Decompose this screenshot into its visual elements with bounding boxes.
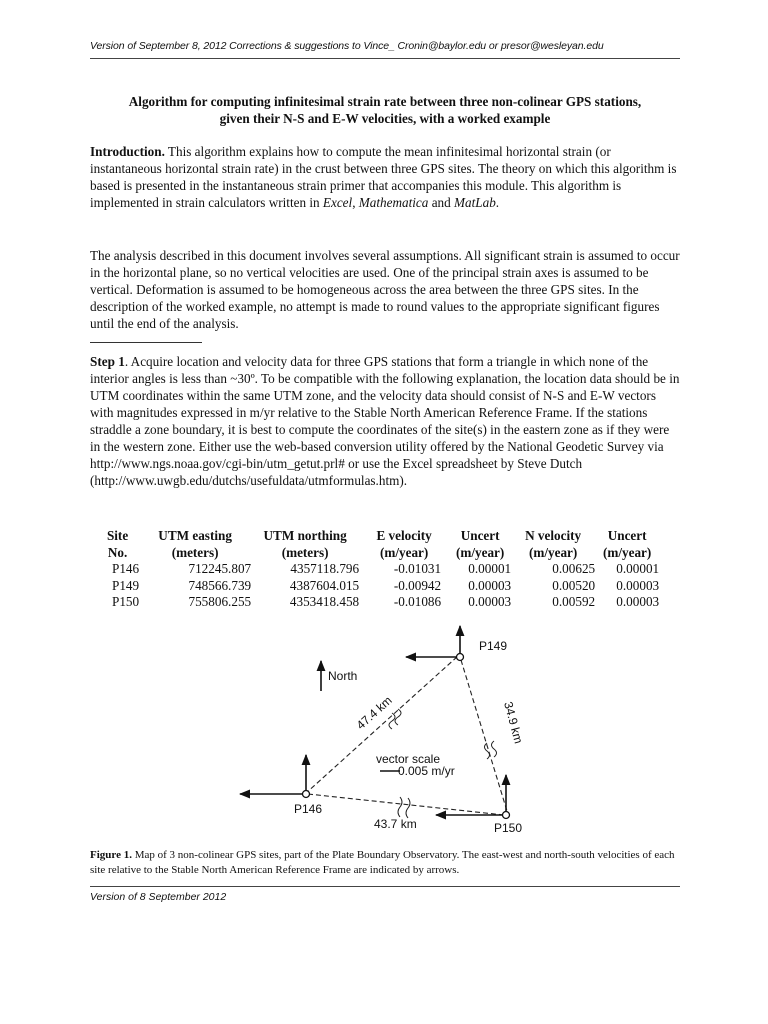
p149-station-marker <box>457 654 464 661</box>
title-line-1: Algorithm for computing infinitesimal strain rate between three non-colinear GPS stations, <box>128 94 642 109</box>
header-line: (meters) <box>281 544 329 560</box>
header-e-velocity <box>359 528 449 561</box>
header-line: (meters) <box>171 544 219 560</box>
intro-separator: , <box>352 195 359 210</box>
header-line: (m/year) <box>528 544 578 560</box>
header-n-velocity <box>511 528 595 561</box>
header-e-uncert <box>449 528 511 561</box>
vector-scale-label: vector scale <box>376 752 441 766</box>
distance-label-p146-p149: 47.4 km <box>353 693 395 733</box>
introduction-paragraph <box>90 143 680 211</box>
table-header-row <box>96 528 659 561</box>
running-header: Version of September 8, 2012 Corrections & suggestions to Vince_ Cronin@baylor.edu or presor@wesleyan.edu <box>90 40 604 52</box>
header-n-uncert <box>595 528 659 561</box>
gps-data-table <box>96 528 659 611</box>
p146-station-marker <box>303 791 310 798</box>
table-cell: -0.01031 <box>393 561 442 576</box>
table-cell: 0.00520 <box>552 577 596 593</box>
header-line: Site <box>106 528 129 543</box>
footnote-separator <box>90 342 202 343</box>
header-utm-northing <box>251 528 359 561</box>
table-cell: 0.00003 <box>468 577 512 593</box>
header-line: Uncert <box>607 528 647 543</box>
matlab-name: MatLab <box>454 195 496 210</box>
table-row <box>96 578 659 595</box>
table-cell: P150 <box>112 594 140 609</box>
excel-name: Excel <box>322 195 353 210</box>
table-cell: 4353418.458 <box>289 594 360 609</box>
edge-p149-p150 <box>461 660 507 811</box>
caption-label: Figure 1. <box>90 849 132 861</box>
header-line: UTM easting <box>158 528 232 543</box>
table-cell: 0.00001 <box>616 561 660 576</box>
step1-text: . Acquire location and velocity data for three GPS stations that form a triangle in which none of the interior angles is less than ~30º. To be compatible with the following explanation, the location data should be in UTM coordinates within the same UTM zone, and the velocity data should consist of N-S and E-W vectors with magnitudes expressed in m/yr relative to the Stable North American Reference Frame. If the stations straddle a zone boundary, it is best to compute the coordinates of the site(s) in the eastern zone as if they were in the western zone. Either use the web-based conversion utility offered by the National Geodetic Survey via http://www.ngs.noaa.gov/cgi-bin/utm_getut.prl# or use the Excel spreadsheet by Steve Dutch (http://www.uwgb.edu/dutchs/usefuldata/utmformulas.htm). <box>90 354 680 488</box>
header-line: (m/year) <box>455 544 505 560</box>
table-cell: 712245.807 <box>188 561 252 576</box>
footer-rule <box>90 886 680 887</box>
station-label-p150: P150 <box>494 821 523 835</box>
vector-scale-value: 0.005 m/yr <box>398 764 455 778</box>
introduction-heading: Introduction. <box>90 144 165 159</box>
step1-paragraph <box>90 353 680 489</box>
table-cell: P146 <box>112 561 140 576</box>
break-mark-ac <box>398 797 410 818</box>
intro-end: . <box>495 195 500 210</box>
table-cell: 0.00592 <box>552 594 596 609</box>
document-title <box>90 93 680 127</box>
p150-station-marker <box>503 812 510 819</box>
distance-label-p149-p150: 34.9 km <box>501 700 526 746</box>
header-line: (m/year) <box>379 544 429 560</box>
header-line: E velocity <box>376 528 432 543</box>
header-line: (m/year) <box>602 544 652 560</box>
header-line: No. <box>107 544 128 560</box>
table-row <box>96 561 659 578</box>
step1-label: Step 1 <box>90 354 125 369</box>
table-cell: 0.00625 <box>552 561 596 576</box>
table-cell: 748566.739 <box>188 577 252 593</box>
caption-text: Map of 3 non-colinear GPS sites, part of the Plate Boundary Observatory. The east-west and north-south velocities of each site relative to the Stable North American Reference Frame are indicated by arrows. <box>90 849 675 876</box>
header-rule <box>90 58 680 59</box>
title-line-2: given their N-S and E-W velocities, with a worked example <box>219 111 551 126</box>
table-cell: 0.00003 <box>616 577 660 593</box>
header-line: Uncert <box>460 528 500 543</box>
break-mark-ab <box>389 709 401 729</box>
mathematica-name: Mathematica <box>358 195 429 210</box>
table-row <box>96 594 659 611</box>
gps-site-map <box>232 617 532 839</box>
station-label-p149: P149 <box>479 639 508 653</box>
table-cell: 0.00003 <box>468 594 512 609</box>
table-cell: 755806.255 <box>188 594 252 609</box>
header-line: N velocity <box>525 528 582 543</box>
figure-caption <box>90 848 682 878</box>
table-cell: 0.00003 <box>616 594 660 609</box>
header-line: UTM northing <box>263 528 347 543</box>
distance-label-p146-p150: 43.7 km <box>374 817 417 831</box>
intro-separator-2: and <box>428 195 455 210</box>
assumptions-paragraph: The analysis described in this document involves several assumptions. All significant strain is assumed to occur in the horizontal plane, so no vertical velocities are used. One of the principal strain axes is assumed to be vertical. Deformation is assumed to be homogeneous across the area between the three GPS sites. In the description of the worked example, no attempt is made to round values to the appropriate significant figures until the end of the analysis. <box>90 248 680 331</box>
station-label-p146: P146 <box>294 802 323 816</box>
running-footer: Version of 8 September 2012 <box>90 891 227 903</box>
table-cell: 0.00001 <box>468 561 512 576</box>
header-utm-easting <box>139 528 251 561</box>
table-cell: P149 <box>112 577 140 593</box>
introduction-text: This algorithm explains how to compute the mean infinitesimal horizontal strain (or instantaneous horizontal strain rate) in the crust between three GPS sites. The theory on which this algorithm is based is presented in the instantaneous strain primer that accompanies this module. This algorithm is implemented in strain calculators written in <box>90 144 677 210</box>
table-cell: 4387604.015 <box>289 577 360 593</box>
table-cell: -0.00942 <box>393 577 442 593</box>
table-cell: -0.01086 <box>393 594 442 609</box>
header-site <box>96 528 139 561</box>
table-cell: 4357118.796 <box>290 561 360 576</box>
north-label: North <box>328 669 358 683</box>
